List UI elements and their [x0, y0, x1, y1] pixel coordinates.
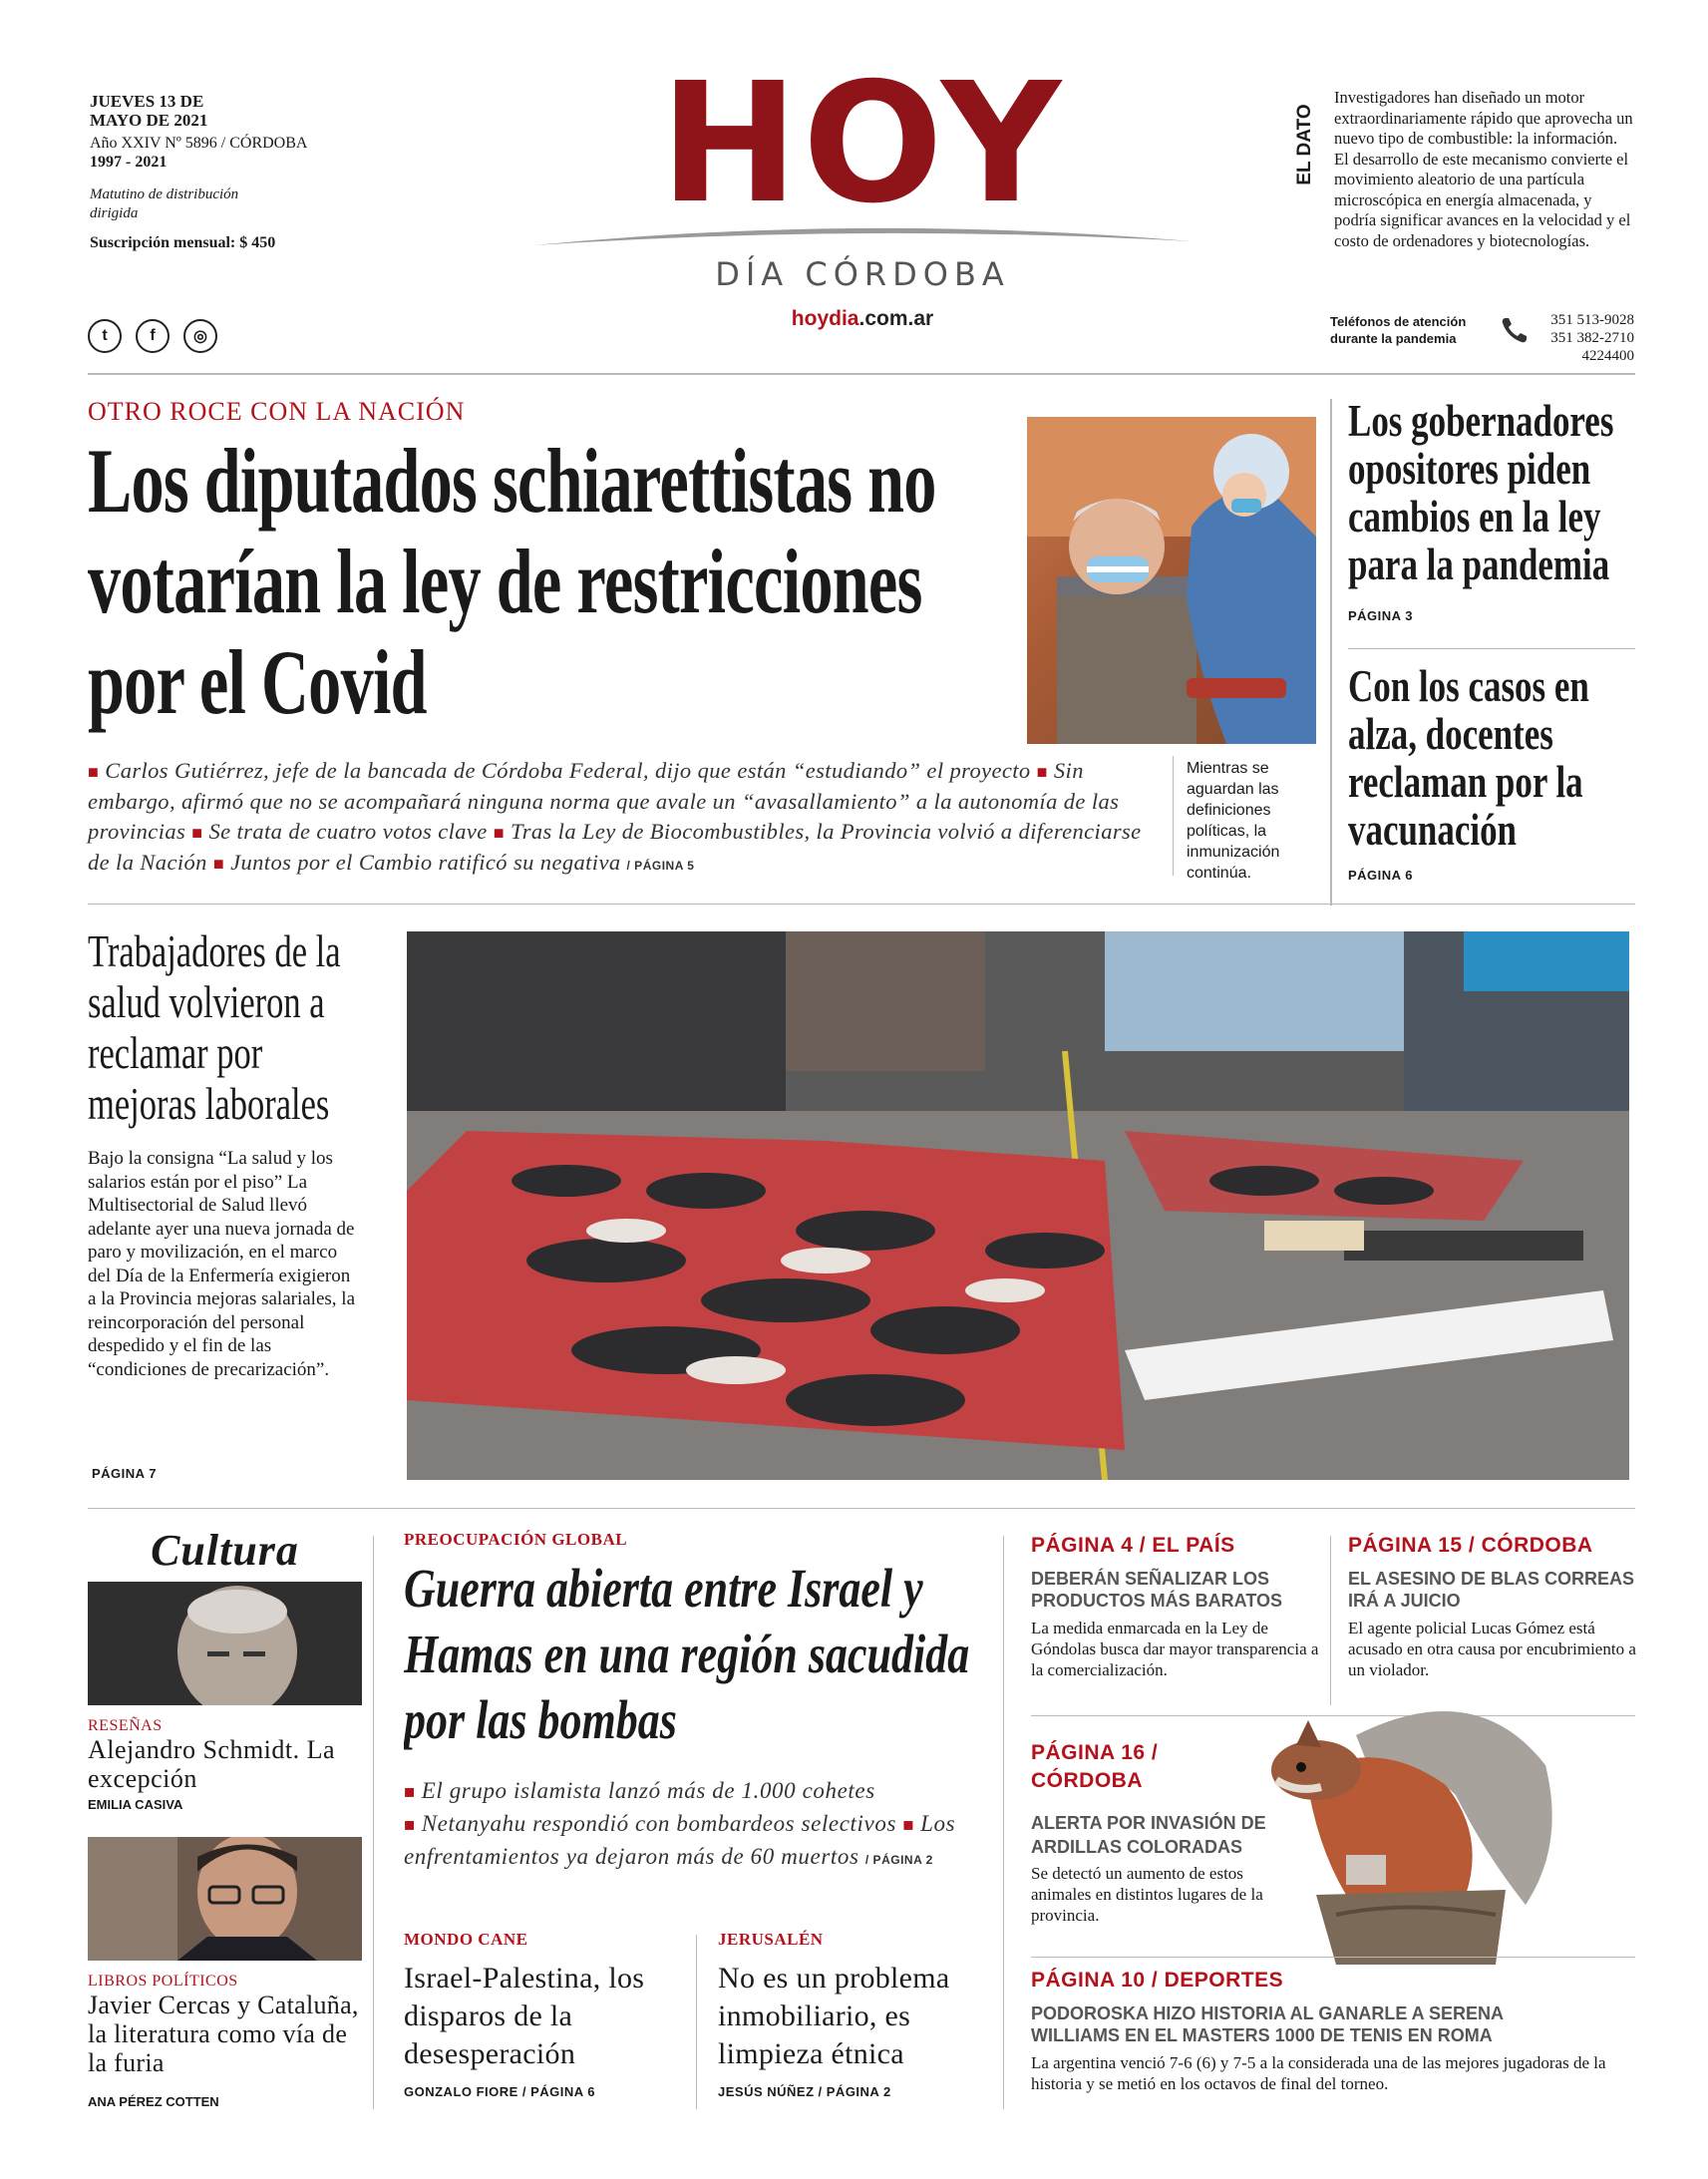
cultura-2-title[interactable]: Javier Cercas y Cataluña, la literatura como vía de la furia [88, 1991, 359, 2077]
main-bullet-2: ■ Sin embargo, afirmó que no se acompañará ninguna norma que avale un “avasallamiento” a la autonomía de las provincias [88, 758, 1119, 844]
briefs-divider-2 [1031, 1957, 1635, 1958]
phone-icon [1500, 315, 1530, 345]
main-headline-wrap[interactable] [88, 431, 1020, 735]
instagram-icon[interactable]: ◎ [183, 319, 217, 353]
brief-2-section: PÁGINA 15 / CÓRDOBA [1348, 1534, 1593, 1557]
pandemic-phones [1330, 311, 1634, 367]
main-bullet-5: ■ Juntos por el Cambio ratificó su negativa [213, 850, 621, 875]
brief-3-text: Se detectó un aumento de estos animales en distintos lugares de la provincia. [1031, 1864, 1263, 1925]
world-bullet-3: ■ Los enfrentamientos ya dejaron más de 60 muertos [404, 1811, 955, 1869]
brief-4-title: PODOROSKA HIZO HISTORIA AL GANARLE A SERENA WILLIAMS EN EL MASTERS 1000 DE TENIS EN ROMA [1031, 2003, 1504, 2045]
cultura-rule [373, 1536, 374, 2109]
brief-1-text: La medida enmarcada en la Ley de Góndolas busca dar mayor transparencia a la comercialización. [1031, 1619, 1319, 1679]
health-headline: Trabajadores de la salud volvieron a reclamar por mejoras laborales [88, 925, 341, 1129]
brief-2[interactable] [1348, 1534, 1637, 1680]
main-headline: Los diputados schiarettistas no votarían la ley de restricciones por el Covid [88, 431, 936, 733]
brief-1-section: PÁGINA 4 / EL PAÍS [1031, 1534, 1235, 1557]
protest-photo-art [407, 931, 1629, 1480]
main-bullet-4: ■ Tras la Ley de Biocombustibles, la Provincia volvió a diferenciarse de la Nación [88, 819, 1142, 875]
right-story-2-headline: Con los casos en alza, docentes reclaman por la vacunación [1348, 662, 1589, 855]
masthead-info [90, 92, 349, 252]
logo-wordmark: HOY [659, 48, 1066, 240]
column-1[interactable] [404, 1930, 683, 2101]
twitter-icon[interactable]: t [88, 319, 122, 353]
phone-2: 351 382-2710 [1550, 330, 1634, 346]
distribution-note: Matutino de distribución dirigida [90, 186, 239, 221]
brief-1-title: DEBERÁN SEÑALIZAR LOS PRODUCTOS MÁS BARATOS [1031, 1569, 1283, 1611]
column-1-byline [404, 2083, 683, 2101]
brief-4-section: PÁGINA 10 / DEPORTES [1031, 1969, 1284, 1992]
masthead-rule [88, 373, 1635, 375]
phone-1: 351 513-9028 [1550, 312, 1634, 328]
column-2[interactable] [718, 1930, 1007, 2101]
brief-3-title: ALERTA POR INVASIÓN DE ARDILLAS COLORADAS [1031, 1813, 1266, 1857]
cultura-section [88, 1528, 362, 2116]
main-bullets [88, 756, 1145, 881]
schmidt-photo [88, 1582, 362, 1705]
facebook-icon[interactable]: f [136, 319, 170, 353]
cultura-2-kicker: LIBROS POLÍTICOS [88, 1973, 238, 1990]
world-headline: Guerra abierta entre Israel y Hamas en una región sacudida por las bombas [404, 1558, 970, 1750]
schmidt-photo-art [88, 1582, 362, 1705]
vaccination-photo-art [1027, 417, 1316, 744]
world-headline-wrap[interactable] [404, 1556, 997, 1765]
world-bullet-2: ■ Netanyahu respondió con bombardeos selectivos [404, 1811, 896, 1836]
health-body: Bajo la consigna “La salud y los salarios están por el piso” La Multisectorial de Salud llevó adelante ayer una nueva jornada de paro y movilización, en el marco del Día de la Enfermería exigieron a la Provincia mejoras salariales, la reincorporación del personal despedido y el fin de las “condiciones de precarización”. [88, 1148, 356, 1380]
phone-3: 4224400 [1581, 348, 1634, 364]
brief-2-text: El agente policial Lucas Gómez está acusado en otra causa por encubrimiento a un violador. [1348, 1619, 1636, 1679]
cercas-photo-art [88, 1837, 362, 1961]
columns-rule [696, 1935, 697, 2109]
cultura-1-title[interactable]: Alejandro Schmidt. La excepción [88, 1735, 336, 1793]
squirrel-photo [1226, 1675, 1565, 1965]
briefs-rule [1003, 1536, 1004, 2109]
column-1-title: Israel-Palestina, los disparos de la desesperación [404, 1962, 645, 2070]
newspaper-logo[interactable] [528, 48, 1196, 330]
protest-photo [407, 931, 1629, 1480]
issue-years: 1997 - 2021 [90, 154, 168, 171]
cultura-2-author: ANA PÉREZ COTTEN [88, 2094, 219, 2109]
caption-rule [1173, 756, 1174, 876]
social-links [88, 319, 217, 353]
main-bullet-3: ■ Se trata de cuatro votos clave [191, 819, 488, 844]
brief-3-section: PÁGINA 16 / CÓRDOBA [1031, 1741, 1159, 1792]
world-page-ref[interactable]: / PÁGINA 2 [864, 1853, 933, 1867]
main-page-ref[interactable]: / PÁGINA 5 [626, 859, 695, 873]
issue-date: JUEVES 13 DE MAYO DE 2021 [90, 92, 208, 130]
vaccination-caption: Mientras se aguardan las definiciones políticas, la inmunización continúa. [1187, 760, 1280, 882]
logo-subtitle: DÍA CÓRDOBA [715, 255, 1010, 293]
el-dato-text: Investigadores han diseñado un motor extraordinariamente rápido que aprovecha un nuevo tipo de combustible: la información. El desarrollo de este mecanismo convierte el movimiento aleatorio de una partícula microscópica en energía almacenada, y podría significar avances en la velocidad y el costo de ordenadores y biotecnologías. [1334, 88, 1633, 250]
brief-4-text: La argentina venció 7-6 (6) y 7-5 a la considerada una de las mejores jugadoras de la historia y se metió en los octavos de final del torneo. [1031, 2053, 1606, 2093]
right-stories-divider [1348, 648, 1635, 649]
main-kicker: OTRO ROCE CON LA NACIÓN [88, 397, 466, 426]
column-2-author: JESÚS NÚÑEZ [718, 2084, 815, 2099]
subscription-price: Suscripción mensual: $ 450 [90, 234, 276, 251]
phones-label: Teléfonos de atención durante la pandemia [1330, 314, 1467, 346]
health-page[interactable]: PÁGINA 7 [92, 1466, 157, 1481]
cultura-1-author: EMILIA CASIVA [88, 1797, 183, 1812]
right-story-2-page: PÁGINA 6 [1348, 868, 1413, 883]
column-2-title: No es un problema inmobiliario, es limpieza étnica [718, 1962, 950, 2070]
right-column-rule [1330, 399, 1332, 906]
el-dato-heading: EL DATO [1294, 104, 1315, 185]
cultura-title: Cultura [151, 1526, 299, 1575]
column-1-kicker: MONDO CANE [404, 1930, 528, 1949]
cultura-1-kicker: RESEÑAS [88, 1717, 163, 1734]
phone-numbers [1550, 311, 1634, 365]
column-2-page: / PÁGINA 2 [818, 2084, 891, 2099]
brief-1[interactable] [1031, 1534, 1320, 1680]
issue-number: Año XXIV Nº 5896 / CÓRDOBA [90, 135, 308, 152]
website-link[interactable] [528, 307, 1196, 331]
section-rule-2 [88, 1508, 1635, 1509]
right-story-2[interactable] [1348, 662, 1637, 894]
el-dato-label [1294, 92, 1320, 201]
website-domain: .com.ar [858, 307, 934, 330]
world-bullets [404, 1775, 987, 1876]
website-name: hoydia [791, 307, 859, 330]
column-1-author: GONZALO FIORE [404, 2084, 518, 2099]
column-1-page: / PÁGINA 6 [521, 2084, 595, 2099]
column-2-kicker: JERUSALÉN [718, 1930, 824, 1949]
right-story-1-page: PÁGINA 3 [1348, 608, 1413, 623]
right-story-1-headline: Los gobernadores opositores piden cambios en la ley para la pandemia [1348, 397, 1614, 589]
main-bullet-1: ■ Carlos Gutiérrez, jefe de la bancada de Córdoba Federal, dijo que están “estudiando” el proyecto [88, 758, 1031, 783]
health-headline-wrap[interactable] [88, 925, 377, 1130]
cercas-photo [88, 1837, 362, 1961]
section-rule-1 [88, 904, 1635, 905]
right-story-1[interactable] [1348, 397, 1637, 628]
world-kicker: PREOCUPACIÓN GLOBAL [404, 1530, 628, 1549]
column-2-byline [718, 2083, 1007, 2101]
brief-4[interactable] [1031, 1969, 1635, 2094]
brief-2-title: EL ASESINO DE BLAS CORREAS IRÁ A JUICIO [1348, 1569, 1635, 1611]
world-bullet-1: ■ El grupo islamista lanzó más de 1.000 cohetes [404, 1778, 875, 1803]
vaccination-photo [1027, 417, 1316, 744]
